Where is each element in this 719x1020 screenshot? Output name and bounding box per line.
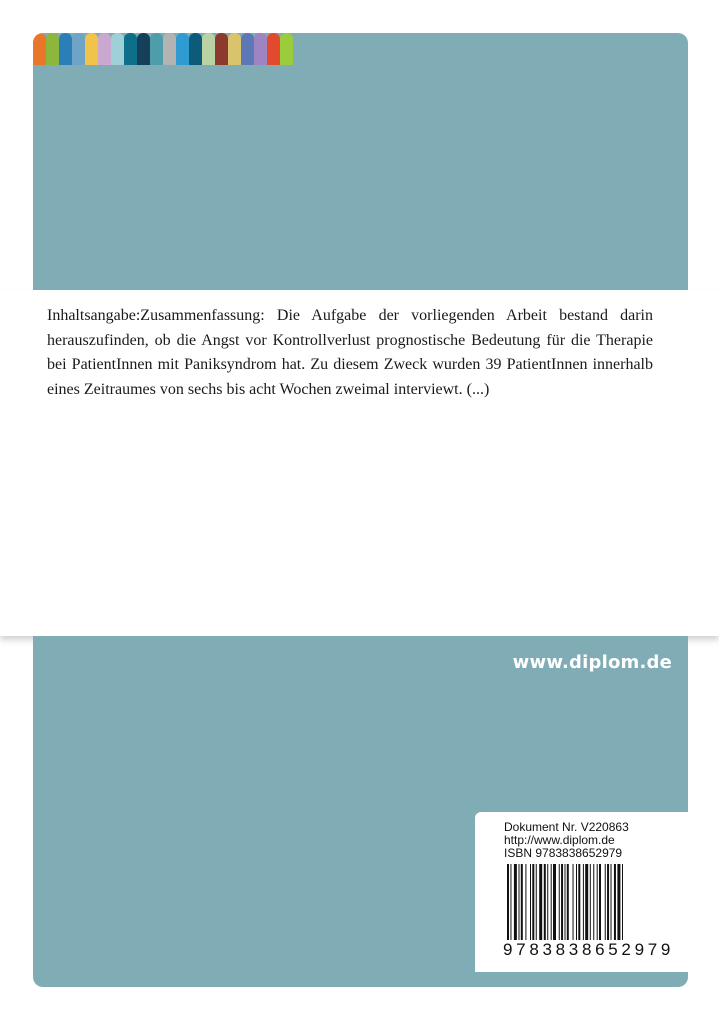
color-tab: [85, 33, 98, 65]
barcode-digit: 9: [634, 940, 645, 959]
barcode-digit: 8: [555, 940, 566, 959]
color-tab: [241, 33, 254, 65]
barcode-digit: 6: [595, 940, 606, 959]
barcode-digits: [503, 940, 671, 960]
color-tab: [111, 33, 124, 65]
color-tab: [215, 33, 228, 65]
color-tab: [163, 33, 176, 65]
barcode-digit: 3: [568, 940, 579, 959]
color-tab: [137, 33, 150, 65]
barcode-label: [475, 812, 688, 972]
publisher-website[interactable]: www.diplom.de: [512, 652, 672, 673]
document-number: Dokument Nr. V220863: [504, 820, 629, 834]
color-tab: [124, 33, 137, 65]
barcode-digit: 8: [581, 940, 592, 959]
barcode-digit: 2: [621, 940, 632, 959]
color-tab: [280, 33, 293, 65]
color-tab: [33, 33, 46, 65]
barcode-digit: 9: [660, 940, 671, 959]
cover-top-panel: [33, 33, 688, 290]
color-tab: [189, 33, 202, 65]
color-tab: [254, 33, 267, 65]
color-tab: [267, 33, 280, 65]
cover-bottom-panel: [33, 636, 688, 987]
color-tab: [72, 33, 85, 65]
barcode-digit: 9: [503, 940, 513, 959]
isbn: ISBN 9783838652979: [504, 846, 623, 860]
color-tab: [150, 33, 163, 65]
color-tab: [228, 33, 241, 65]
barcode-digit: 5: [608, 940, 619, 959]
color-tab: [59, 33, 72, 65]
abstract-text: Inhaltsangabe:Zusammenfassung: Die Aufgabe der vorliegenden Arbeit bestand darin herauszufinden, ob die Angst vor Kontrollverlust prognostische Bedeutung für die Therapie bei PatientInnen mit Paniksyndrom hat. Zu diesem Zweck wurden 39 PatientInnen innerhalb eines Zeitraumes von sechs bis acht Wochen zweimal interviewt. (...): [47, 307, 653, 398]
color-tab-strip: [33, 33, 293, 65]
color-tab: [176, 33, 189, 65]
barcode-digit: 7: [647, 940, 658, 959]
abstract-panel: [0, 290, 719, 636]
document-url: http://www.diplom.de: [504, 833, 615, 847]
color-tab: [46, 33, 59, 65]
barcode-icon: [503, 864, 673, 942]
color-tab: [98, 33, 111, 65]
barcode-digit: 8: [529, 940, 540, 959]
barcode-info: [504, 821, 629, 860]
barcode-digit: 7: [516, 940, 527, 959]
color-tab: [202, 33, 215, 65]
barcode-digit: 3: [542, 940, 553, 959]
